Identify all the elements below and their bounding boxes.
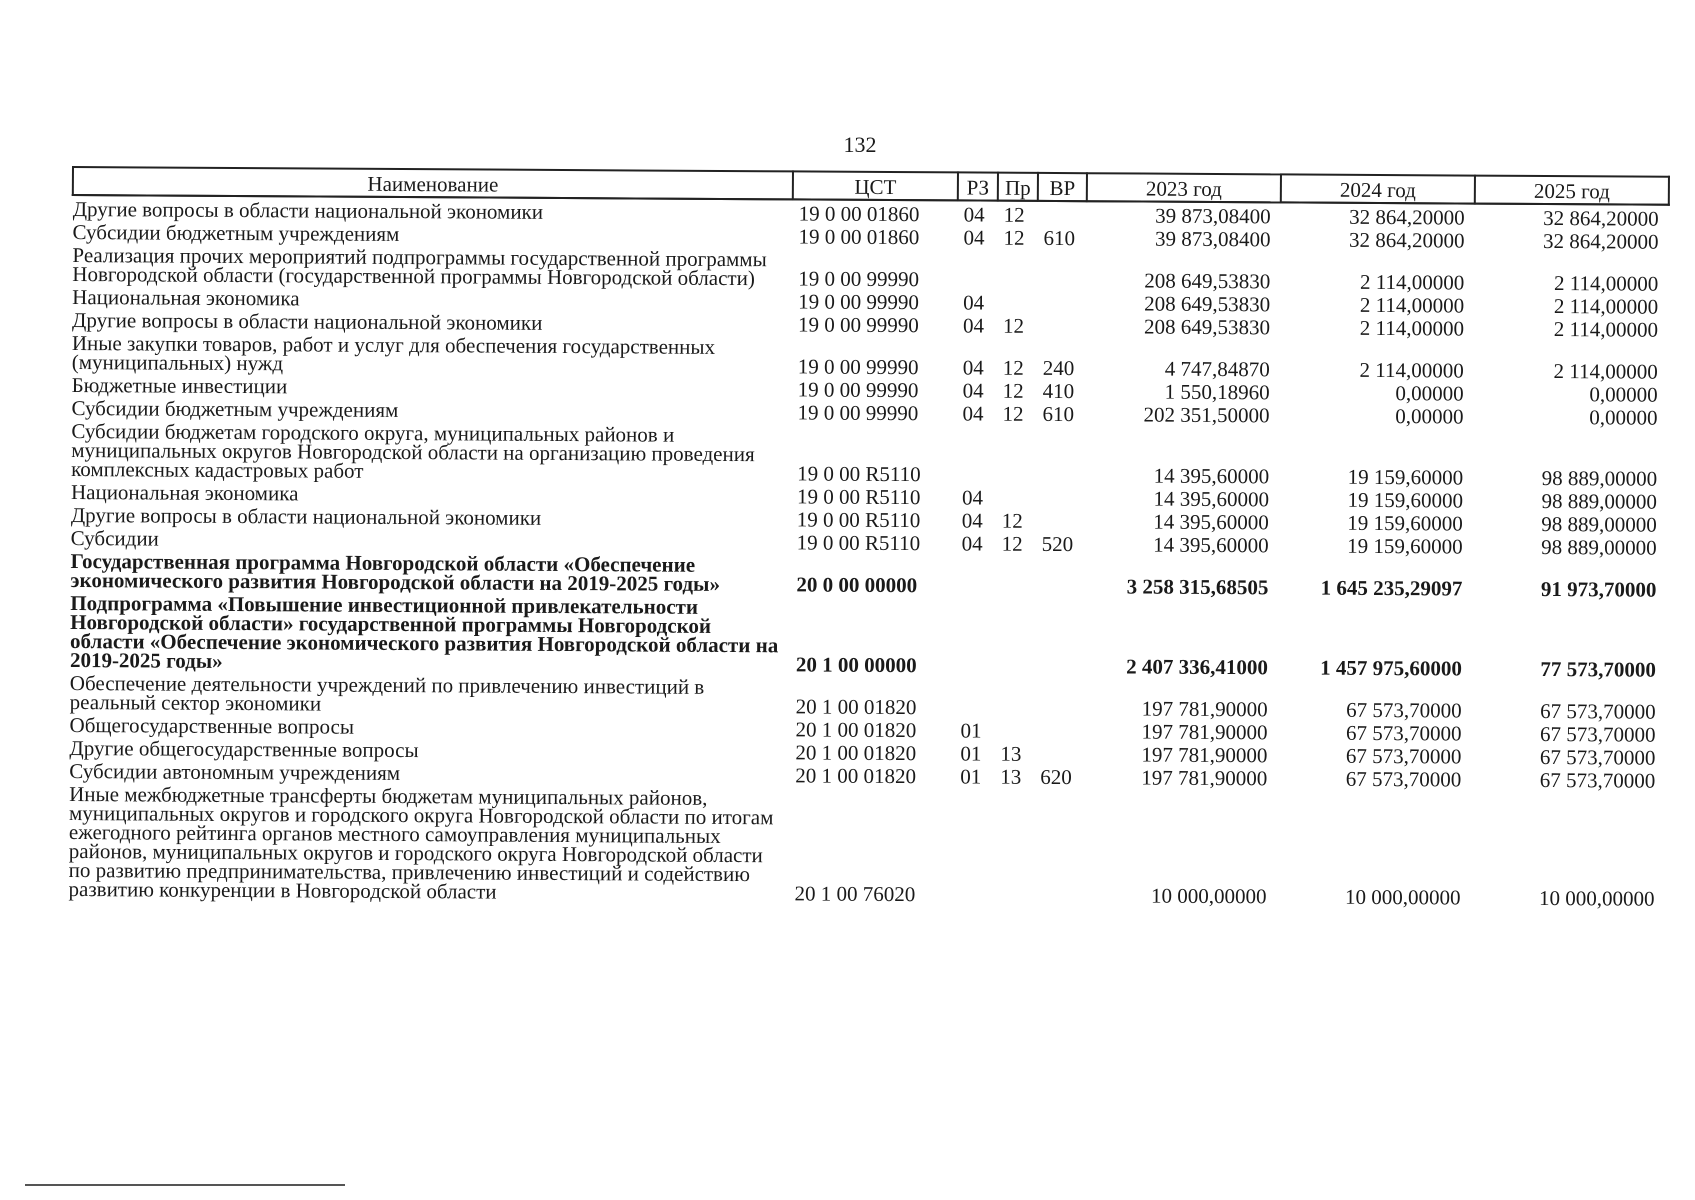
row-cst: 20 1 00 01820	[795, 763, 917, 789]
row-2025: 98 889,00000	[1541, 465, 1658, 491]
row-vr: 610	[1043, 225, 1076, 251]
row-2023: 10 000,00000	[1150, 883, 1267, 909]
row-pr: 12	[1002, 401, 1024, 426]
row-name: Общегосударственные вопросы	[69, 712, 355, 739]
row-name: Другие вопросы в области национальной экономики	[71, 308, 543, 335]
row-2024: 1 457 975,60000	[1320, 655, 1463, 681]
row-vr: 610	[1042, 401, 1075, 427]
row-name: Государственная программа Новгородской области «Обеспечение экономического развития Новгородской области на 2019-2025 годы»	[70, 548, 721, 596]
row-2024: 19 159,60000	[1347, 510, 1463, 536]
row-cst: 20 1 00 76020	[794, 881, 916, 907]
row-vr: 240	[1042, 355, 1075, 381]
row-rz	[955, 553, 995, 595]
header-2024: 2024 год	[1281, 174, 1475, 203]
row-pr: 12	[1003, 225, 1025, 250]
row-2024: 67 573,70000	[1345, 720, 1462, 746]
row-vr: 520	[1041, 531, 1074, 557]
row-2024: 2 114,00000	[1359, 315, 1465, 341]
row-rz: 04	[962, 355, 984, 380]
row-rz	[955, 595, 995, 675]
header-name: Наименование	[73, 167, 793, 199]
row-vr	[1036, 424, 1085, 485]
row-2024: 19 159,60000	[1347, 533, 1463, 559]
row-pr: 13	[1000, 741, 1022, 766]
row-rz: 01	[960, 764, 982, 789]
row-2023: 3 258 315,68505	[1126, 574, 1269, 600]
row-pr	[995, 718, 1035, 741]
row-pr	[994, 787, 1035, 905]
row-name: Национальная экономика	[72, 285, 300, 311]
row-cst: 20 1 00 01820	[795, 740, 917, 766]
row-2024: 67 573,70000	[1345, 766, 1462, 792]
row-vr	[1035, 718, 1084, 741]
row-2025: 10 000,00000	[1538, 885, 1655, 911]
row-rz	[955, 675, 995, 717]
row-2023: 14 395,60000	[1153, 509, 1269, 535]
row-name: Субсидии автономным учреждениям	[69, 758, 401, 786]
row-vr: 410	[1042, 378, 1075, 404]
row-rz: 01	[960, 718, 982, 743]
row-vr	[1034, 741, 1083, 764]
row-2025: 67 573,70000	[1539, 767, 1656, 793]
row-pr	[996, 424, 1036, 485]
row-name: Другие вопросы в области национальной экономики	[72, 197, 544, 224]
row-2024: 2 114,00000	[1359, 357, 1464, 383]
row-cst: 19 0 00 99990	[798, 266, 920, 292]
row-2023: 4 747,84870	[1164, 356, 1270, 382]
row-pr	[995, 676, 1035, 718]
row-cst: 19 0 00 01860	[798, 201, 920, 227]
header-rz: РЗ	[958, 172, 998, 200]
row-rz: 04	[962, 313, 985, 338]
row-name: Иные закупки товаров, работ и услуг для обеспечения государственных (муниципальных) нужд	[71, 331, 716, 376]
row-name: Субсидии бюджетным учреждениям	[72, 220, 400, 247]
row-2025: 2 114,00000	[1553, 317, 1659, 342]
row-2023: 197 781,90000	[1141, 742, 1268, 768]
row-2023: 14 395,60000	[1153, 486, 1270, 512]
row-cst: 19 0 00 R5110	[796, 484, 921, 510]
row-rz	[954, 786, 995, 904]
row-cst: 19 0 00 99990	[797, 312, 919, 338]
row-rz: 04	[961, 485, 984, 510]
row-2025: 32 864,20000	[1543, 205, 1659, 231]
row-2025: 2 114,00000	[1554, 271, 1659, 296]
row-cst: 19 0 00 99990	[797, 354, 919, 380]
row-pr: 12	[1003, 202, 1025, 227]
row-cst: 20 1 00 01820	[795, 694, 917, 720]
row-name: Другие вопросы в области национальной экономики	[70, 502, 542, 530]
row-2024: 67 573,70000	[1346, 697, 1462, 723]
row-2023: 1 550,18960	[1164, 379, 1270, 405]
row-pr	[997, 290, 1037, 313]
row-2023: 208 649,53830	[1144, 268, 1271, 294]
row-name: Подпрограмма «Повышение инвестиционной привлекательности Новгородской области» государственной программы Новгородской области «Обеспечение экономического развития Новгородской области на 2019-2025 годы»	[69, 590, 779, 673]
row-2024: 2 114,00000	[1359, 292, 1465, 318]
row-cst: 19 0 00 01860	[798, 224, 920, 250]
row-pr	[997, 248, 1037, 290]
row-pr	[996, 485, 1036, 508]
row-2024: 0,00000	[1395, 404, 1464, 429]
row-rz: 04	[963, 290, 985, 315]
row-2024: 67 573,70000	[1345, 743, 1462, 769]
row-2024: 1 645 235,29097	[1320, 575, 1463, 601]
header-vr: ВР	[1038, 173, 1087, 201]
row-vr	[1036, 508, 1085, 531]
row-name: Иные межбюджетные трансферты бюджетам муниципальных районов, муниципальных округов и городского округа Новгородской области по итогам ежегодного рейтинга органов местного самоуправления муниципальных районов, муниципальных округов и городского округа Новгородской области по развитию предпринимательства, привлечению инвестиций и содействию развитию конкуренции в Новгородской области	[68, 781, 774, 904]
row-vr	[1037, 248, 1086, 290]
row-2023: 202 351,50000	[1143, 402, 1270, 428]
row-pr	[995, 554, 1035, 596]
header-2023: 2023 год	[1087, 173, 1281, 202]
row-vr	[1038, 201, 1087, 225]
row-2025: 98 889,00000	[1541, 488, 1658, 514]
row-vr	[1037, 313, 1086, 336]
row-2025: 98 889,00000	[1541, 511, 1657, 537]
row-2023: 14 395,60000	[1153, 532, 1269, 558]
row-2023: 208 649,53830	[1144, 291, 1271, 317]
row-pr: 12	[1001, 508, 1023, 533]
footer-rule	[25, 1184, 345, 1186]
table-body	[69, 195, 1669, 909]
row-rz: 04	[963, 225, 985, 250]
row-name: Субсидии бюджетным учреждениям	[71, 396, 399, 422]
row-rz: 04	[961, 531, 983, 556]
row-2025: 77 573,70000	[1540, 656, 1657, 682]
row-2023: 197 781,90000	[1141, 696, 1268, 722]
row-pr: 12	[1001, 531, 1023, 556]
row-vr	[1034, 787, 1084, 905]
row-2025: 0,00000	[1589, 405, 1658, 430]
row-cst: 20 1 00 01820	[795, 717, 917, 743]
row-cst: 19 0 00 99990	[797, 400, 919, 426]
row-rz	[956, 423, 996, 484]
row-vr	[1037, 290, 1086, 313]
row-2023: 208 649,53830	[1143, 314, 1271, 340]
row-2025: 67 573,70000	[1540, 698, 1656, 724]
table-row	[69, 781, 1666, 909]
header-pr: Пр	[998, 173, 1038, 201]
row-2023: 197 781,90000	[1141, 719, 1268, 745]
row-2024: 32 864,20000	[1348, 227, 1465, 253]
row-rz: 01	[960, 741, 982, 766]
row-name: Субсидии бюджетам городского округа, муниципальных районов и муниципальных округов Новгородской области на организацию проведения комплексных кадастровых работ	[71, 419, 755, 483]
row-rz: 04	[961, 508, 983, 533]
row-2025: 0,00000	[1589, 382, 1658, 407]
row-2023: 2 407 336,41000	[1126, 654, 1269, 680]
row-pr: 12	[1002, 355, 1024, 380]
row-cst: 20 0 00 00000	[796, 572, 918, 598]
row-2023: 39 873,08400	[1155, 226, 1271, 252]
row-name: Национальная экономика	[70, 480, 299, 506]
row-pr: 12	[1002, 313, 1025, 338]
row-cst: 19 0 00 R5110	[797, 461, 921, 487]
row-2024: 2 114,00000	[1360, 269, 1465, 295]
row-rz: 04	[963, 202, 985, 227]
row-2024: 32 864,20000	[1349, 204, 1465, 230]
row-name: Обеспечение деятельности учреждений по привлечению инвестиций в реальный сектор экономики	[69, 670, 705, 716]
row-rz: 04	[962, 401, 984, 426]
row-2023: 14 395,60000	[1153, 463, 1270, 489]
row-name: Реализация прочих мероприятий подпрограммы государственной программы Новгородской области (государственной программы Новгородской области)	[72, 243, 767, 291]
row-2024: 19 159,60000	[1347, 464, 1464, 490]
table-row	[70, 590, 1666, 680]
row-2025: 91 973,70000	[1540, 576, 1657, 602]
row-cst: 20 1 00 00000	[795, 652, 917, 678]
row-vr	[1035, 596, 1084, 676]
row-vr	[1035, 676, 1084, 718]
row-name: Субсидии	[70, 525, 159, 551]
row-2023: 197 781,90000	[1141, 765, 1268, 791]
table-row	[71, 418, 1667, 489]
row-2025: 2 114,00000	[1553, 359, 1658, 384]
row-pr: 12	[1002, 378, 1024, 403]
row-pr: 13	[1000, 764, 1022, 789]
row-rz	[957, 247, 997, 289]
row-2023: 39 873,08400	[1155, 203, 1271, 229]
budget-table	[68, 166, 1670, 909]
row-pr	[995, 596, 1035, 676]
header-2025: 2025 год	[1475, 176, 1669, 205]
row-vr: 620	[1040, 764, 1072, 790]
row-cst: 19 0 00 R5110	[796, 530, 921, 556]
budget-sheet	[68, 166, 1668, 909]
row-cst: 19 0 00 99990	[797, 377, 919, 403]
header-cst: ЦСТ	[793, 171, 958, 200]
row-vr	[1036, 485, 1085, 508]
row-2024: 19 159,60000	[1347, 487, 1464, 513]
row-name: Бюджетные инвестиции	[71, 373, 288, 399]
row-2025: 32 864,20000	[1542, 228, 1659, 254]
row-vr	[1035, 554, 1084, 596]
row-2024: 10 000,00000	[1344, 884, 1461, 910]
row-2024: 0,00000	[1395, 381, 1464, 406]
row-rz: 04	[962, 378, 984, 403]
page-number: 132	[843, 132, 877, 157]
row-2025: 98 889,00000	[1541, 534, 1657, 560]
row-cst: 19 0 00 R5110	[796, 507, 921, 533]
row-cst: 19 0 00 99990	[798, 289, 920, 315]
row-name: Другие общегосударственные вопросы	[69, 735, 419, 763]
row-2025: 67 573,70000	[1539, 744, 1656, 770]
row-2025: 2 114,00000	[1553, 294, 1659, 319]
row-2025: 67 573,70000	[1539, 721, 1656, 747]
